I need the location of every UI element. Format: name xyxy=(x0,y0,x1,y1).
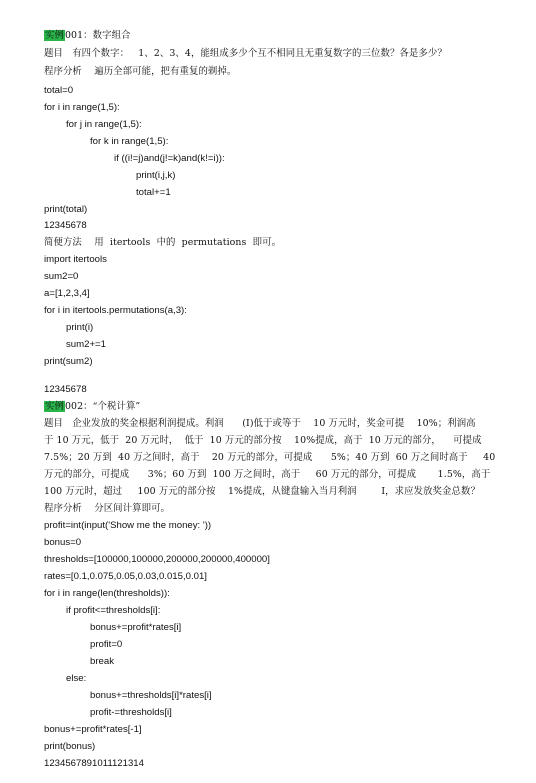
code-line: bonus+=profit*rates[-1] xyxy=(44,724,142,735)
code-line: bonus+=thresholds[i]*rates[i] xyxy=(90,690,212,701)
problem-statement: 100 万元时，超过 100 万元的部分按 1%提成，从键盘输入当月利润 I，求应发放奖金总数？ xyxy=(44,486,480,497)
code-line: total=0 xyxy=(44,85,74,96)
code-line: for i in itertools.permutations(a,3): xyxy=(44,305,187,316)
code-line: for i in range(1,5): xyxy=(44,102,120,113)
problem-statement: 题目 有四个数字： 1、2、3、4，能组成多少个互不相同且无重复数字的三位数？各是多少？ xyxy=(44,48,447,59)
line-numbers: 1234567891011121314 xyxy=(44,758,144,769)
code-line: else: xyxy=(66,673,87,684)
code-line: if profit<=thresholds[i]: xyxy=(66,605,161,616)
example-title: 002：“个税计算” xyxy=(64,401,141,412)
code-line: print(i,j,k) xyxy=(136,170,176,181)
code-line: bonus=0 xyxy=(44,537,82,548)
example-heading-002 xyxy=(44,401,140,413)
example-tag: 实例 xyxy=(45,30,64,41)
code-line: sum2=0 xyxy=(44,271,79,282)
code-line: bonus+=profit*rates[i] xyxy=(90,622,182,633)
example-title: 001：数字组合 xyxy=(64,30,131,41)
simple-method-note: 简便方法 用 itertools 中的 permutations 即可。 xyxy=(44,237,282,248)
example-tag: 实例 xyxy=(45,401,64,412)
code-line: profit=0 xyxy=(90,639,123,650)
code-line: for k in range(1,5): xyxy=(90,136,169,147)
code-line: thresholds=[100000,100000,200000,200000,400000] xyxy=(44,554,270,565)
problem-statement: 7.5%；20 万到 40 万之间时，高于 20 万元的部分，可提成 5%；40 万到 60 万之间时高于 40 xyxy=(44,452,496,463)
code-line: sum2+=1 xyxy=(66,339,107,350)
line-numbers: 12345678 xyxy=(44,384,87,395)
code-line: break xyxy=(90,656,114,667)
problem-statement: 于 10 万元，低于 20 万元时， 低于 10 万元的部分按 10%提成，高于 10 万元的部分， 可提成 xyxy=(44,435,482,446)
code-line: profit-=thresholds[i] xyxy=(90,707,172,718)
code-line: for j in range(1,5): xyxy=(66,119,142,130)
code-line: print(bonus) xyxy=(44,741,96,752)
code-line: print(total) xyxy=(44,204,88,215)
code-line: import itertools xyxy=(44,254,107,265)
code-line: for i in range(len(thresholds)): xyxy=(44,588,170,599)
code-line: total+=1 xyxy=(136,187,171,198)
code-line: print(i) xyxy=(66,322,94,333)
problem-statement: 题目 企业发放的奖金根据利润提成。利润 (I)低于或等于 10 万元时，奖金可提 10%；利润高 xyxy=(44,418,476,429)
code-line: print(sum2) xyxy=(44,356,93,367)
code-line: a=[1,2,3,4] xyxy=(44,288,90,299)
program-analysis: 程序分析 分区间计算即可。 xyxy=(44,503,171,514)
code-line: if ((i!=j)and(j!=k)and(k!=i)): xyxy=(114,153,225,164)
code-line: profit=int(input('Show me the money: ')) xyxy=(44,520,212,531)
program-analysis: 程序分析 遍历全部可能，把有重复的剃掉。 xyxy=(44,66,237,77)
code-line: rates=[0.1,0.075,0.05,0.03,0.015,0.01] xyxy=(44,571,207,582)
example-heading-001 xyxy=(44,30,131,42)
problem-statement: 万元的部分，可提成 3%；60 万到 100 万之间时，高于 60 万元的部分，可提成 1.5%，高于 xyxy=(44,469,491,480)
line-numbers: 12345678 xyxy=(44,220,87,231)
